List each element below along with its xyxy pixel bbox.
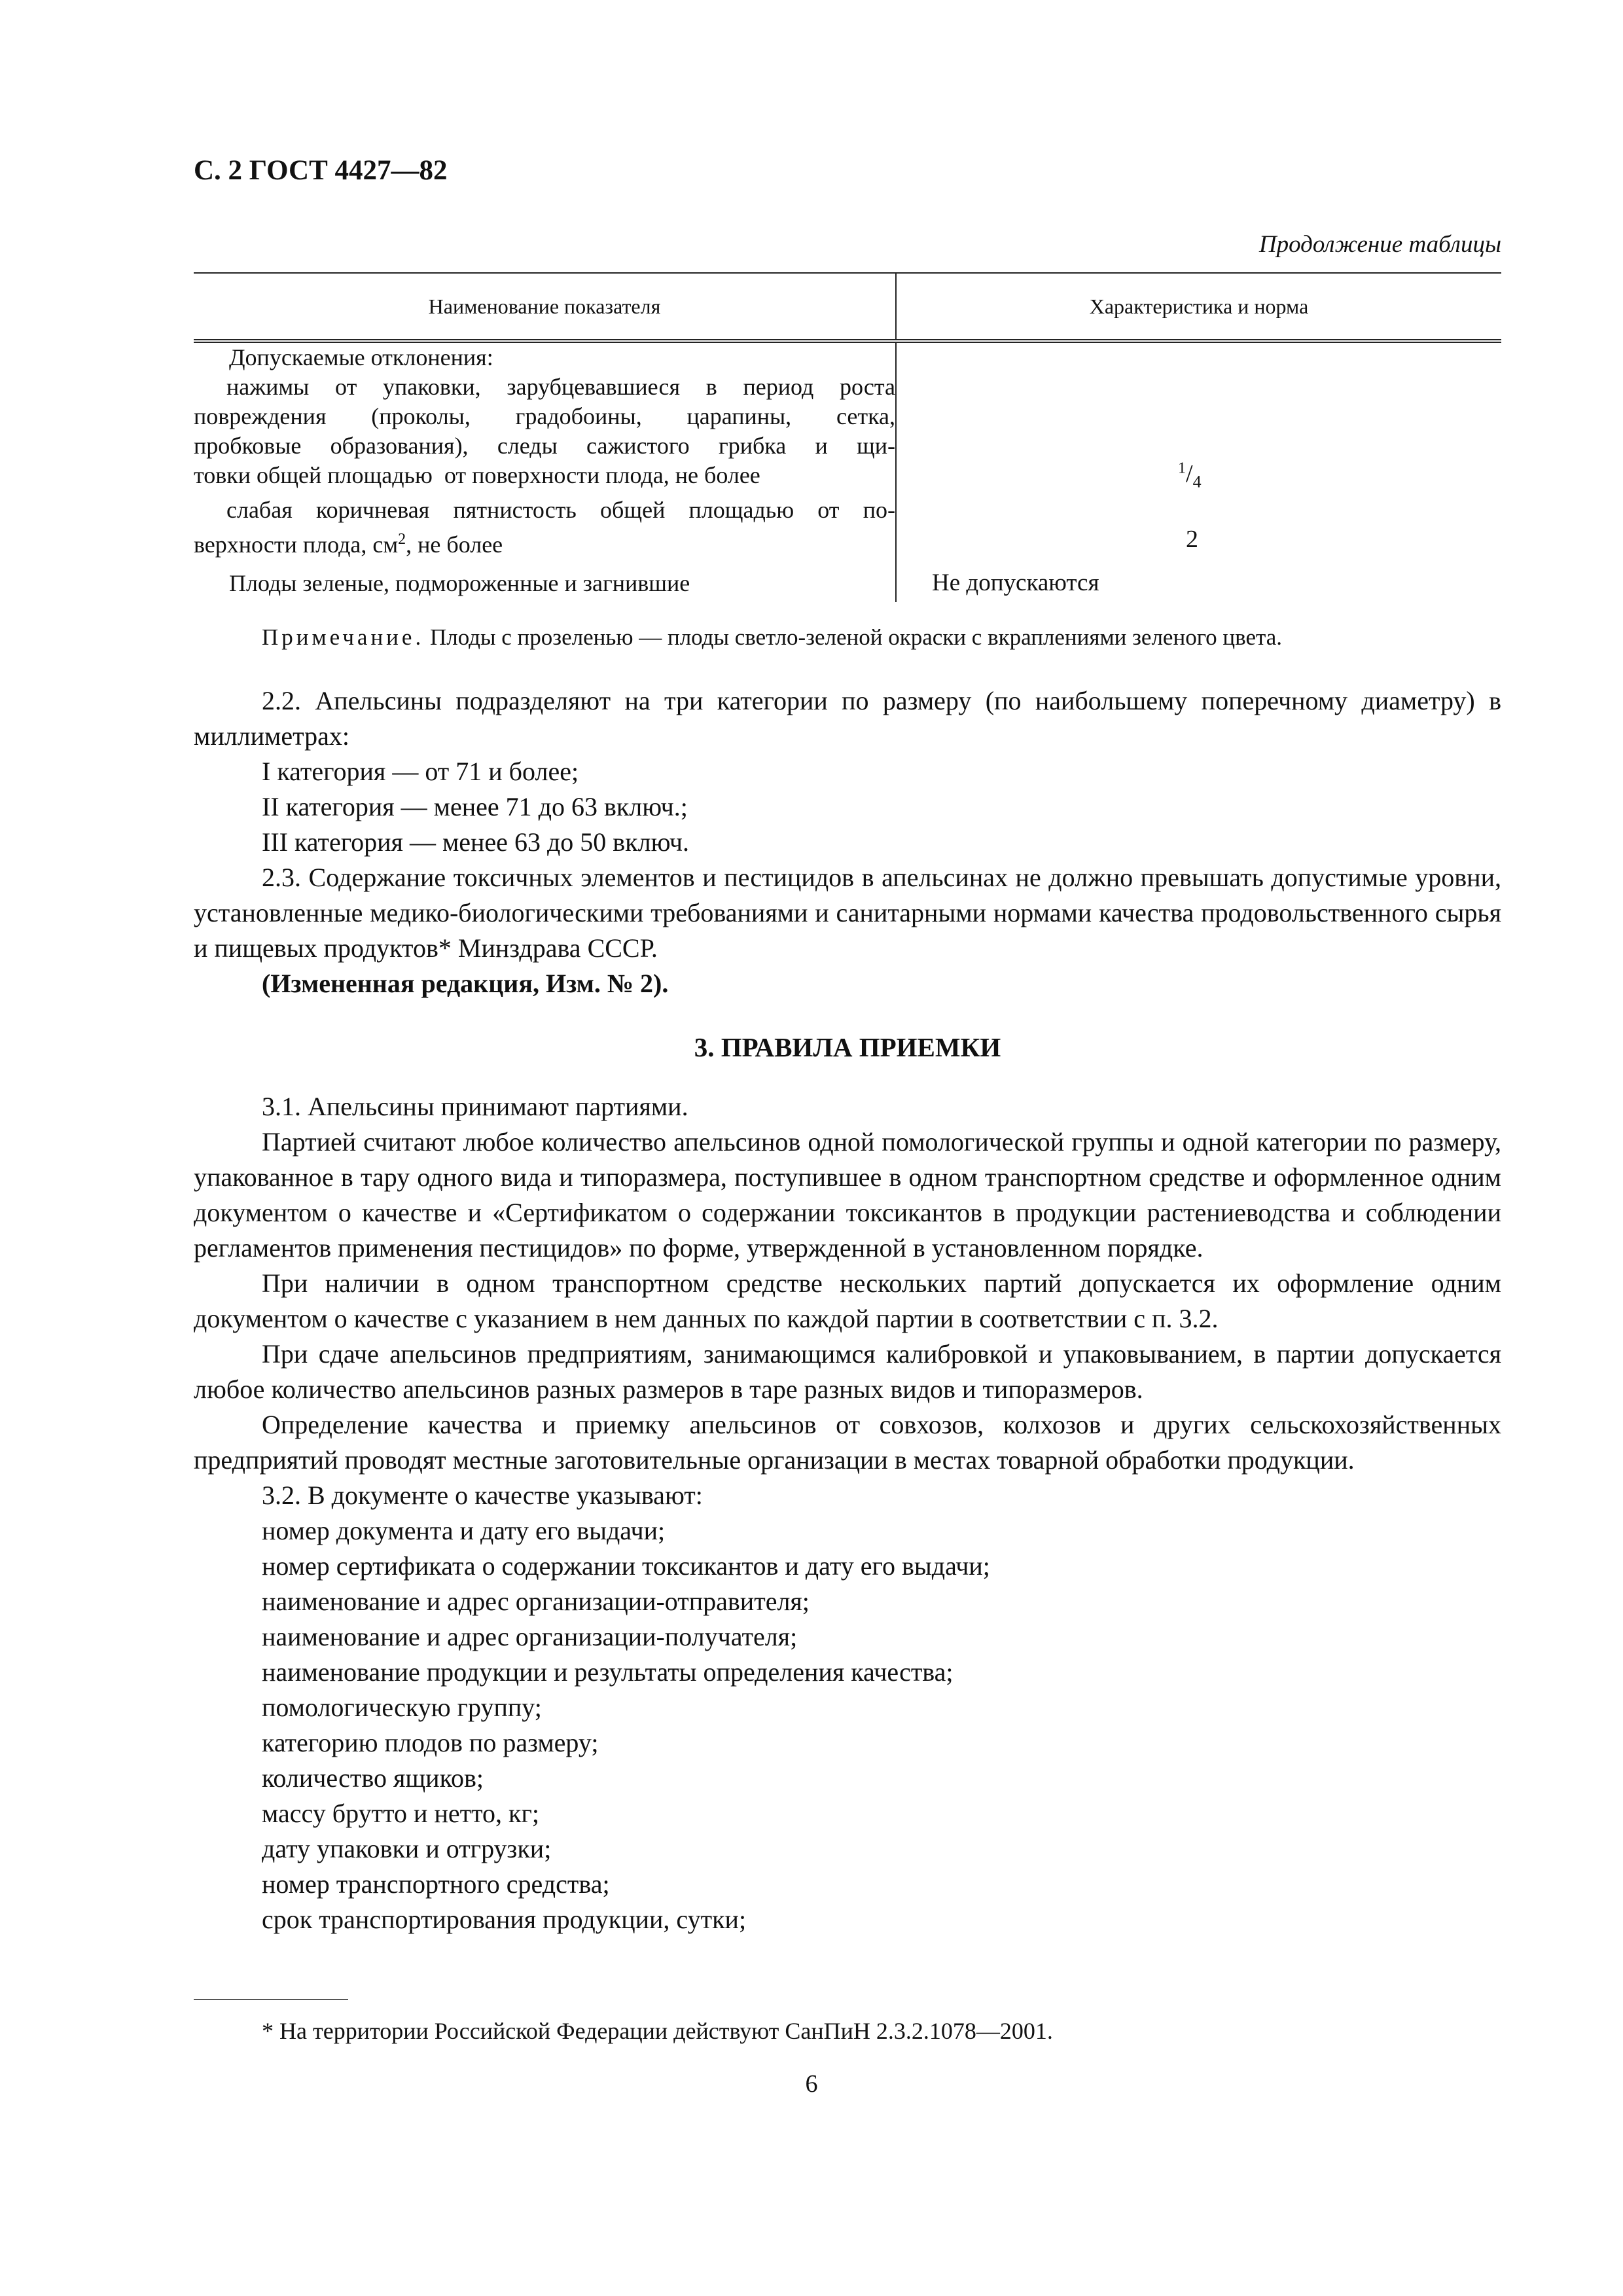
table-cell-line: товки общей площадью от поверхности плода, не более <box>194 462 760 488</box>
list-item: номер транспортного средства; <box>262 1869 610 1899</box>
table-cell-line: Допускаемые отклонения: <box>229 344 493 370</box>
table-note <box>262 624 1282 651</box>
table-body <box>194 343 1501 602</box>
list-item: категорию плодов по размеру; <box>262 1728 599 1757</box>
list-item: наименование и адрес организации-отправителя; <box>262 1587 810 1616</box>
list-item: дату упаковки и отгрузки; <box>262 1834 552 1863</box>
amendment-note: (Измененная редакция, Изм. № 2). <box>262 969 669 998</box>
paragraph-2-2: 2.2. Апельсины подразделяют на три категории по размеру (по наибольшему поперечному диаметру) в миллиметрах: <box>194 686 1501 751</box>
category-item: II категория — менее 71 до 63 включ.; <box>262 792 688 821</box>
list-item: помологическую группу; <box>262 1693 542 1722</box>
page-header: С. 2 ГОСТ 4427—82 <box>194 155 448 186</box>
norm-value-fraction: $^1/_4$ <box>1178 459 1202 492</box>
category-item: III категория — менее 63 до 50 включ. <box>262 827 690 857</box>
paragraph-multiple-parties: При наличии в одном транспортном средстве нескольких партий допускается их оформление одним документом о качестве с указанием в нем данных по каждой партии в соответствии с п. 3.2. <box>194 1268 1501 1333</box>
note-text: Плоды с прозеленью — плоды светло-зеленой окраски с вкраплениями зеленого цвета. <box>429 624 1283 650</box>
table-indicator-column <box>194 343 897 602</box>
table-cell-line: пробковые образования), следы сажистого грибка и щи- <box>194 433 895 459</box>
table-cell-line: верхности плода, $см^2$, не более <box>194 531 503 558</box>
list-item: срок транспортирования продукции, сутки; <box>262 1905 747 1934</box>
table-continuation-label: Продолжение таблицы <box>1258 231 1501 258</box>
paragraph-2-3: 2.3. Содержание токсичных элементов и пестицидов в апельсинах не должно превышать допустимые уровни, установленные медико-биологическими требованиями и санитарными нормами качества продовольственного сырья и пищевых продуктов* Минздрава СССР. <box>194 863 1501 963</box>
document-body <box>194 683 1501 1937</box>
list-item: номер документа и дату его выдачи; <box>262 1516 666 1545</box>
table-cell-line: Плоды зеленые, подмороженные и загнившие <box>229 570 690 596</box>
paragraph-quality-definition: Определение качества и приемку апельсинов от совхозов, колхозов и других сельскохозяйственных предприятий проводят местные заготовительные организации в местах товарной обработки продукции. <box>194 1410 1501 1475</box>
list-item: массу брутто и нетто, кг; <box>262 1799 539 1828</box>
indicators-table <box>194 272 1501 602</box>
note-label: Примечание. <box>262 624 425 650</box>
page-number: 6 <box>805 2070 818 2098</box>
document-fields-list <box>194 1513 1501 1937</box>
section-heading: 3. ПРАВИЛА ПРИЕМКИ <box>694 1032 1001 1062</box>
paragraph-3-1: 3.1. Апельсины принимают партиями. <box>262 1092 688 1121</box>
table-cell-line: повреждения (проколы, градобоины, царапины, сетка, <box>194 403 895 429</box>
category-item: I категория — от 71 и более; <box>262 757 579 786</box>
list-item: номер сертификата о содержании токсикантов и дату его выдачи; <box>262 1551 990 1581</box>
norm-value-green: Не допускаются <box>932 569 1099 596</box>
list-item: количество ящиков; <box>262 1763 484 1793</box>
footnote: * На территории Российской Федерации действуют СанПиН 2.3.2.1078—2001. <box>262 2018 1053 2044</box>
paragraph-party: Партией считают любое количество апельсинов одной помологической группы и одной категории по размеру, упакованное в тару одного вида и типоразмера, поступившее в одном транспортном средстве и оформленное одним документом о качестве и «Сертификатом о содержании токсикантов в продукции растениеводства и соблюдении регламентов применения пестицидов» по форме, утвержденной в установленном порядке. <box>194 1127 1501 1263</box>
paragraph-calibration: При сдаче апельсинов предприятиям, занимающимся калибровкой и упаковыванием, в партии допускается любое количество апельсинов разных размеров в таре разных видов и типоразмеров. <box>194 1339 1501 1404</box>
table-header-row <box>194 274 1501 343</box>
table-header-norm: Характеристика и норма <box>1089 294 1309 318</box>
table-cell-line: слабая коричневая пятнистость общей площадью от по- <box>226 497 895 523</box>
norm-value-spots: 2 <box>1186 526 1198 553</box>
footnote-rule <box>194 1999 348 2000</box>
list-item: наименование продукции и результаты определения качества; <box>262 1657 954 1687</box>
list-item: наименование и адрес организации-получателя; <box>262 1622 798 1651</box>
table-cell-line: нажимы от упаковки, зарубцевавшиеся в период роста <box>226 374 895 400</box>
table-header-indicator: Наименование показателя <box>194 274 897 339</box>
table-norm-column <box>897 343 1501 602</box>
paragraph-3-2: 3.2. В документе о качестве указывают: <box>262 1480 703 1510</box>
